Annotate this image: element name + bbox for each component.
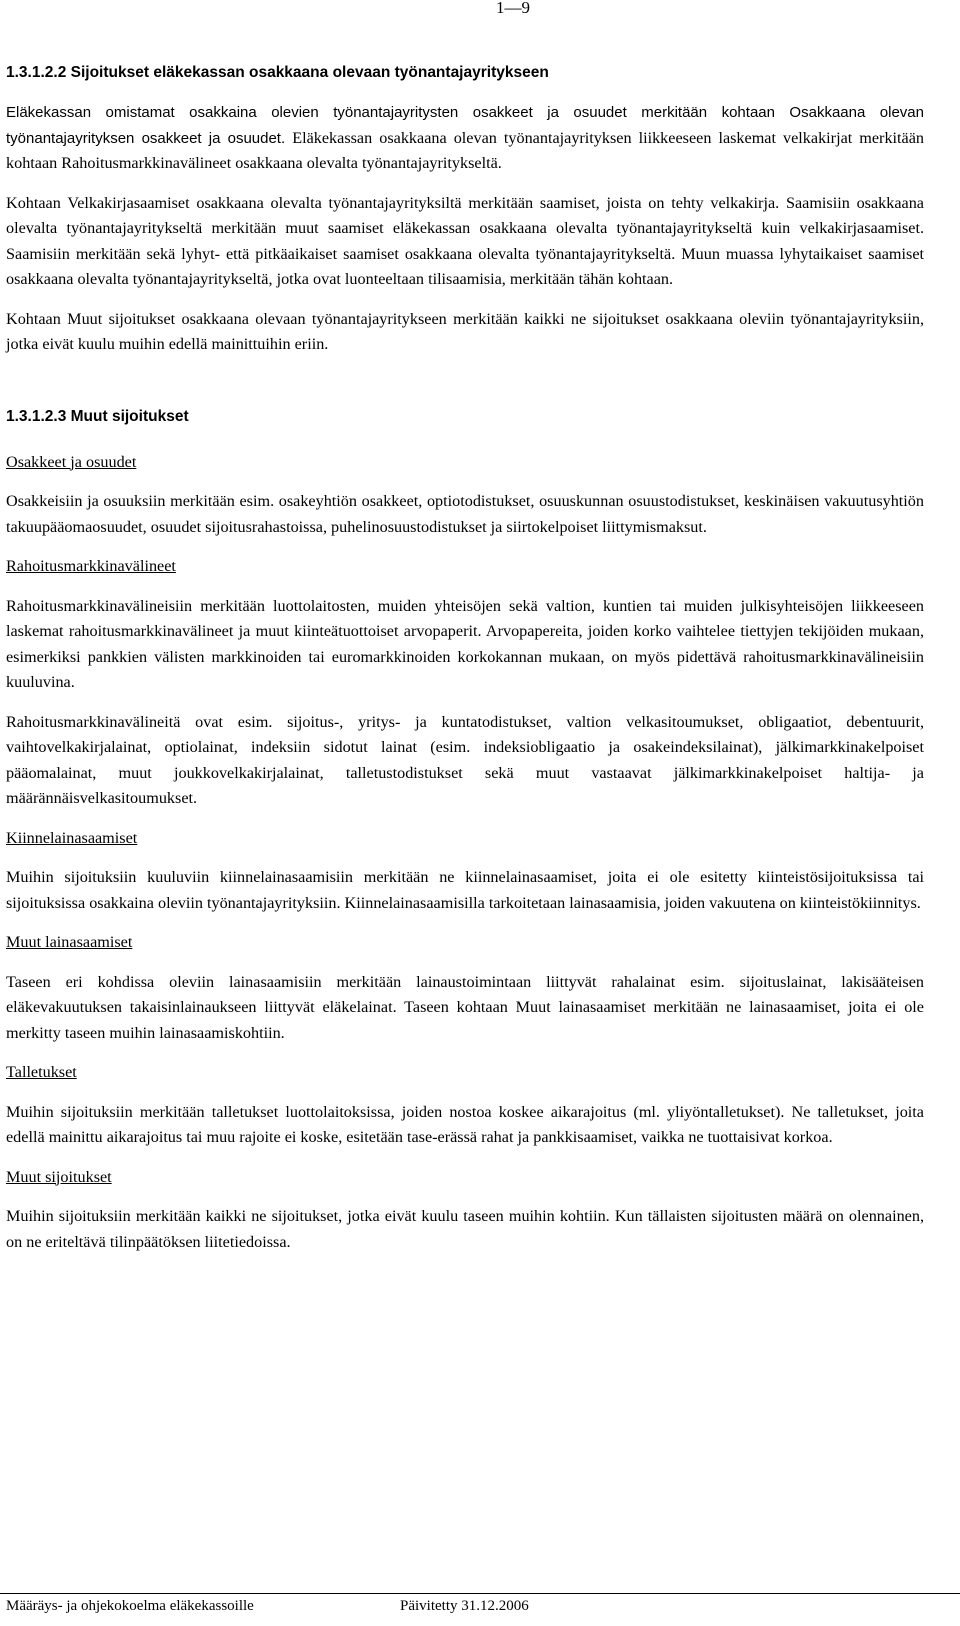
paragraph-rahoitusmarkkinavalineet-1: Rahoitusmarkkinavälineisiin merkitään luottolaitosten, muiden yhteisöjen sekä valtion, kuntien tai muiden julkisyhteisöjen liikkeeseen laskemat rahoitusmarkkinavälineet ja muut kiinteätuottoiset arvopaperit. Arvopapereita, joiden korko vaihtelee tiettyjen tekijöiden mukaan, esimerkiksi pankkien välisten markkinoiden tai euromarkkinoiden korkokannan mukaan, on myös pidettävä rahoitusmarkkinavälineisiin kuuluvina.	[6, 596, 924, 691]
paragraph-sijoitukset-osakkeet	[6, 100, 924, 177]
paragraph-rahoitusmarkkinavalineet-2: Rahoitusmarkkinavälineitä ovat esim. sijoitus-, yritys- ja kuntatodistukset, valtion velkasitoumukset, obligaatiot, debentuurit, vaihtovelkakirjalainat, optiolainat, indeksiin sidotut lainat (esim. indeksiobligaatio ja osakeindeksilainat), jälkimarkkinakelpoiset pääomalainat, muut joukkovelkakirjalainat, talletustodistukset sekä muut vastaavat jälkimarkkinakelpoiset haltija- ja määrännäisvelkasitoumukset.	[6, 712, 924, 807]
subheading-muut-sijoitukset: Muut sijoitukset	[6, 1167, 112, 1186]
subheading-muut-lainasaamiset: Muut lainasaamiset	[6, 933, 133, 951]
subheading-kiinnelainasaamiset: Kiinnelainasaamiset	[6, 828, 138, 847]
paragraph-talletukset: Muihin sijoituksiin merkitään talletukset luottolaitoksissa, joiden nostoa koskee aikarajoitus (ml. yliyöntalletukset). Ne talletukset, joita edellä mainittu aikarajoitus tai muu rajoite ei koske, esitetään tase-erässä rahat ja pankkisaamiset, vaikka ne tuottaisivat korkoa.	[6, 1102, 924, 1146]
subheading-rahoitusmarkkinavalineet: Rahoitusmarkkinavälineet	[6, 557, 176, 575]
subheading-talletukset: Talletukset	[6, 1063, 77, 1081]
paragraph-muut-sijoitukset: Muihin sijoituksiin merkitään kaikki ne sijoitukset, jotka eivät kuulu taseen muihin kohtiin. Kun tällaisten sijoitusten määrä on olennainen, on ne eriteltävä tilinpäätöksen liitetiedoissa.	[6, 1207, 924, 1251]
paragraph-serif-part: Eläkekassan osakkaana olevan työnantajayrityksen liikkeeseen laskemat velkakirjat merkitään kohtaan Rahoitusmarkkinavälineet osakkaana olevalta työnantajayritykseltä.	[6, 128, 925, 172]
page-number: 1—9	[496, 0, 530, 17]
footer-updated-date: Päivitetty 31.12.2006	[400, 1598, 529, 1614]
paragraph-velkakirjasaamiset: Kohtaan Velkakirjasaamiset osakkaana olevalta työnantajayrityksiltä merkitään saamiset, joista on tehty velkakirja. Saamisiin osakkaana olevalta työnantajayritykseltä merkitään muut saamiset eläkekassan osakkaana olevalta työnantajayritykseltä kuin velkakirjasaamiset. Saamisiin merkitään sekä lyhyt- että pitkäaikaiset saamiset osakkaana olevalta työnantajayritykseltä. Muun muassa lyhytaikaiset saamiset osakkaana olevalta työnantajayritykseltä, jotka ovat luonteeltaan tilisaamisia, merkitään tähän kohtaan.	[6, 193, 924, 288]
paragraph-muut-lainasaamiset: Taseen eri kohdissa oleviin lainasaamisiin merkitään lainaustoimintaan liittyvät rahalainat esim. sijoituslainat, lakisääteisen eläkevakuutuksen takaisinlainaukseen liittyvät eläkelainat. Taseen kohtaan Muut lainasaamiset merkitään ne lainasaamiset, joita ei ole merkitty taseen muihin lainasaamiskohtiin.	[6, 972, 924, 1042]
paragraph-osakkeet-ja-osuudet: Osakkeisiin ja osuuksiin merkitään esim. osakeyhtiön osakkeet, optiotodistukset, osuuskunnan osuustodistukset, keskinäisen vakuutusyhtiön takuupääomaosuudet, osuudet sijoitusrahastoissa, puhelinosuustodistukset ja siirtokelpoiset liittymismaksut.	[6, 492, 924, 536]
paragraph-sans-part: Eläkekassan omistamat osakkaina olevien työnantajayritysten osakkeet ja osuudet merkitään kohtaan Osakkaana olevan työnantajayrityksen osakkeet ja osuudet.	[6, 104, 924, 147]
section-heading-1-3-1-2-2: 1.3.1.2.2 Sijoitukset eläkekassan osakkaana olevaan työnantajayritykseen	[6, 64, 549, 81]
paragraph-kiinnelainasaamiset: Muihin sijoituksiin kuuluviin kiinnelainasaamisiin merkitään ne kiinnelainasaamiset, joita ei ole esitetty kiinteistösijoituksissa tai sijoituksissa osakkaina oleviin työnantajayrityksiin. Kiinnelainasaamisilla tarkoitetaan lainasaamisia, joiden vakuutena on kiinteistökiinnitys.	[6, 868, 924, 912]
section-heading-1-3-1-2-3: 1.3.1.2.3 Muut sijoitukset	[6, 407, 189, 425]
document-body	[6, 60, 924, 1255]
subheading-osakkeet-ja-osuudet: Osakkeet ja osuudet	[6, 452, 137, 471]
footer-divider	[0, 1593, 960, 1594]
footer-collection-title: Määräys- ja ohjekokoelma eläkekassoille	[6, 1598, 254, 1614]
paragraph-muut-sijoitukset-osakkaana: Kohtaan Muut sijoitukset osakkaana olevaan työnantajayritykseen merkitään kaikki ne sijoitukset osakkaana oleviin työnantajayrityksiin, jotka eivät kuulu muihin edellä mainittuihin eriin.	[6, 309, 924, 353]
